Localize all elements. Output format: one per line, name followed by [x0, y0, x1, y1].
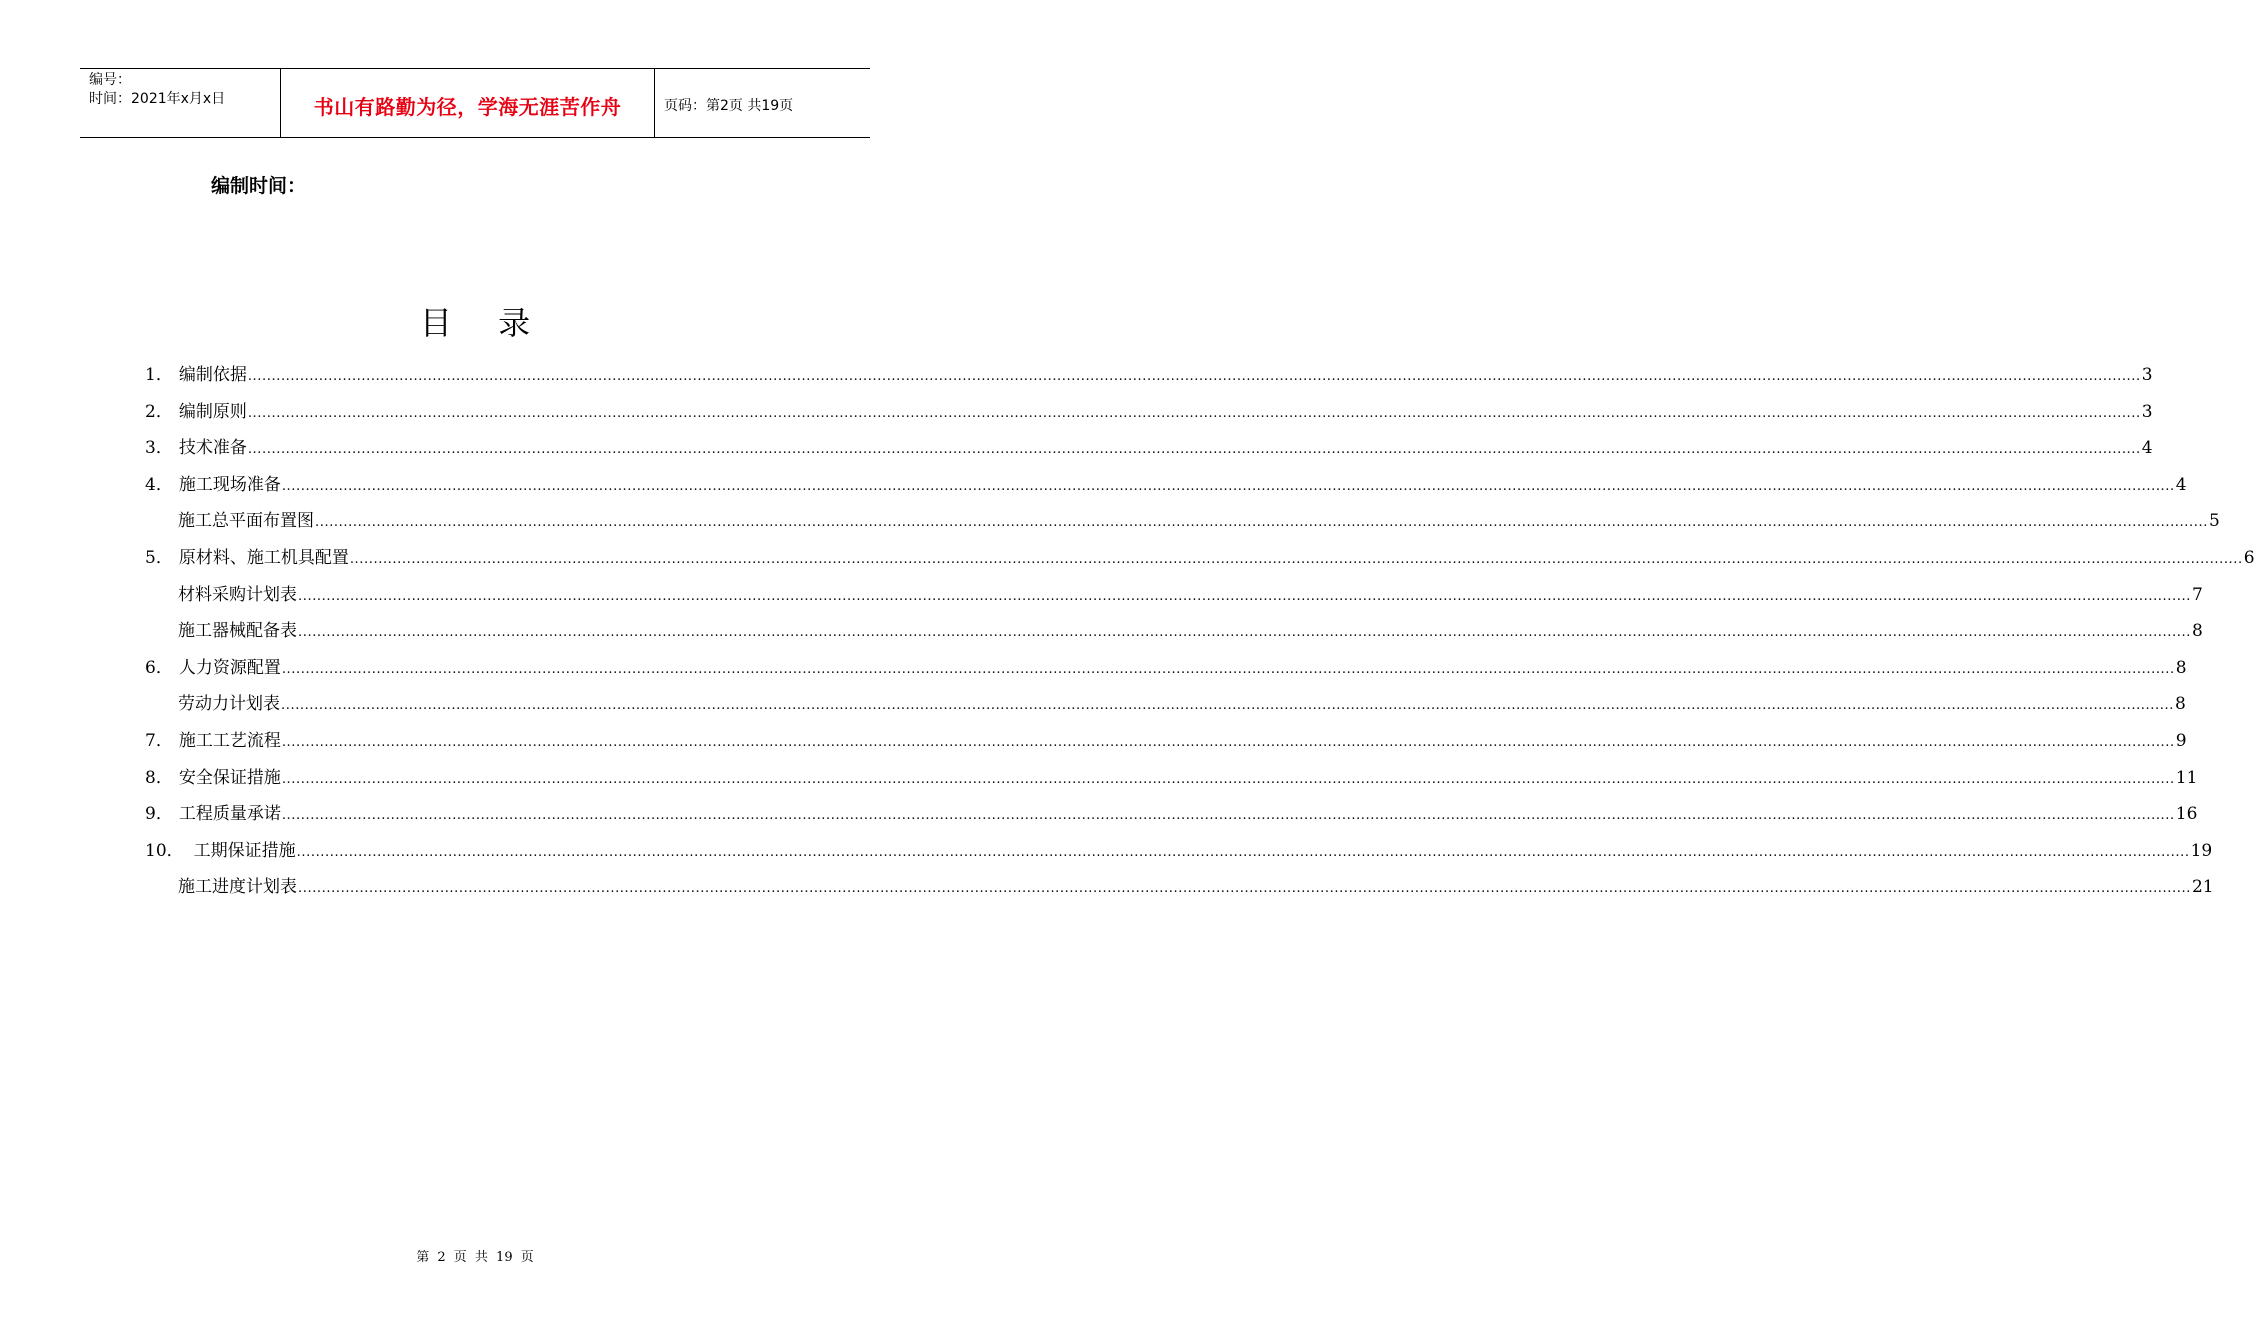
- serial-label: 编号：: [89, 72, 131, 88]
- toc-dot-leader: ................................................................................................................................................................................................................................................................................................................................................................................................................: [298, 625, 2191, 641]
- header-left-cell: [80, 69, 281, 137]
- compile-time-label: 编制时间：: [211, 175, 307, 197]
- toc-entry[interactable]: [178, 619, 2203, 643]
- toc-dot-leader: ................................................................................................................................................................................................................................................................................................................................................................................................................: [281, 661, 2175, 677]
- toc-entry-number: 6．: [145, 657, 173, 678]
- toc-entry-number: 4．: [145, 474, 173, 495]
- toc-dot-leader: ................................................................................................................................................................................................................................................................................................................................................................................................................: [247, 405, 2141, 421]
- toc-entry-page: 11: [2175, 767, 2198, 788]
- toc-entry-page: 8: [2175, 657, 2187, 678]
- toc-entry-page: 8: [2174, 694, 2186, 715]
- toc-dot-leader: ................................................................................................................................................................................................................................................................................................................................................................................................................: [247, 369, 2141, 384]
- toc-dot-leader: ................................................................................................................................................................................................................................................................................................................................................................................................................: [281, 478, 2175, 494]
- toc-dot-leader: ................................................................................................................................................................................................................................................................................................................................................................................................................: [247, 442, 2141, 458]
- toc-entry[interactable]: [178, 583, 2203, 607]
- toc-entry-title: 工程质量承诺: [178, 804, 281, 825]
- toc-entry-title: 施工进度计划表: [178, 877, 297, 898]
- toc-entry-page: 4: [2175, 474, 2187, 495]
- motto-text: 书山有路勤为径，学海无涯苦作舟: [313, 94, 622, 119]
- toc-entry-page: 7: [2191, 584, 2203, 605]
- toc-entry[interactable]: [145, 546, 2255, 570]
- header-right-cell: [655, 69, 870, 137]
- toc-dot-leader: ................................................................................................................................................................................................................................................................................................................................................................................................................: [349, 552, 2243, 567]
- toc-entry-title: 施工工艺流程: [178, 731, 281, 751]
- toc-entry-number: 10．: [145, 840, 184, 861]
- toc-dot-leader: ................................................................................................................................................................................................................................................................................................................................................................................................................: [315, 515, 2208, 531]
- toc-entry-page: 19: [2190, 840, 2213, 861]
- toc-entry-number: 1．: [145, 365, 173, 385]
- toc-entry-title: 施工现场准备: [178, 474, 281, 495]
- toc-entry[interactable]: [145, 436, 2153, 460]
- toc-dot-leader: ................................................................................................................................................................................................................................................................................................................................................................................................................: [298, 881, 2191, 897]
- toc-entry[interactable]: [145, 766, 2198, 790]
- toc-entry[interactable]: [145, 473, 2187, 497]
- toc-entry[interactable]: [145, 802, 2198, 826]
- toc-entry[interactable]: [145, 656, 2187, 680]
- toc-entry-number: 2．: [145, 401, 173, 422]
- toc-entry-page: 9: [2175, 731, 2187, 751]
- toc-dot-leader: ................................................................................................................................................................................................................................................................................................................................................................................................................: [281, 735, 2175, 750]
- toc-entry-number: 3．: [145, 438, 173, 459]
- toc-entry-title: 施工器械配备表: [178, 621, 297, 642]
- toc-entry-page: 6: [2243, 548, 2255, 568]
- toc-entry-page: 8: [2191, 621, 2203, 642]
- toc-title: 目 录: [419, 304, 549, 342]
- time-label: 时间：2021年x月x日: [89, 91, 226, 107]
- toc-entry-number: 8．: [145, 767, 173, 788]
- toc-entry-page: 16: [2175, 804, 2198, 825]
- toc-dot-leader: ................................................................................................................................................................................................................................................................................................................................................................................................................: [298, 588, 2191, 604]
- toc-entry-title: 编制原则: [178, 401, 247, 422]
- toc-entry[interactable]: [178, 509, 2220, 533]
- toc-dot-leader: ................................................................................................................................................................................................................................................................................................................................................................................................................: [281, 808, 2175, 824]
- toc-entry-page: 21: [2191, 877, 2214, 898]
- toc-entry[interactable]: [145, 363, 2153, 387]
- toc-entry-title: 工期保证措施: [193, 840, 296, 861]
- toc-entry-title: 材料采购计划表: [178, 584, 297, 605]
- toc-entry-page: 4: [2141, 438, 2153, 459]
- toc-entry[interactable]: [145, 729, 2187, 753]
- toc-entry-page: 3: [2141, 401, 2153, 422]
- toc-entry[interactable]: [178, 692, 2186, 716]
- toc-entry-title: 人力资源配置: [178, 657, 281, 678]
- page-indicator: 页码：第2页 共19页: [664, 98, 794, 114]
- page-header: [80, 68, 870, 138]
- toc-entry-title: 编制依据: [178, 365, 247, 385]
- toc-entry[interactable]: [145, 400, 2153, 424]
- toc-entry-page: 5: [2208, 511, 2220, 532]
- toc-entry[interactable]: [145, 839, 2213, 863]
- toc-entry-number: 5．: [145, 548, 173, 568]
- toc-entry-page: 3: [2141, 365, 2153, 385]
- toc-dot-leader: ................................................................................................................................................................................................................................................................................................................................................................................................................: [281, 771, 2175, 787]
- toc-entry-title: 安全保证措施: [178, 767, 281, 788]
- page-footer: 第 2 页 共 19 页: [416, 1250, 534, 1265]
- toc-entry-number: 7．: [145, 731, 173, 751]
- toc-entry-title: 技术准备: [178, 438, 247, 459]
- toc-entry-number: 9．: [145, 804, 173, 825]
- toc-entry[interactable]: [178, 875, 2214, 899]
- toc-entry-title: 施工总平面布置图: [178, 511, 314, 532]
- toc-entry-title: 原材料、施工机具配置: [178, 548, 349, 568]
- toc-dot-leader: ................................................................................................................................................................................................................................................................................................................................................................................................................: [296, 844, 2190, 860]
- toc-dot-leader: ................................................................................................................................................................................................................................................................................................................................................................................................................: [281, 698, 2174, 714]
- header-middle-cell: [281, 69, 655, 137]
- toc-entry-title: 劳动力计划表: [178, 694, 280, 715]
